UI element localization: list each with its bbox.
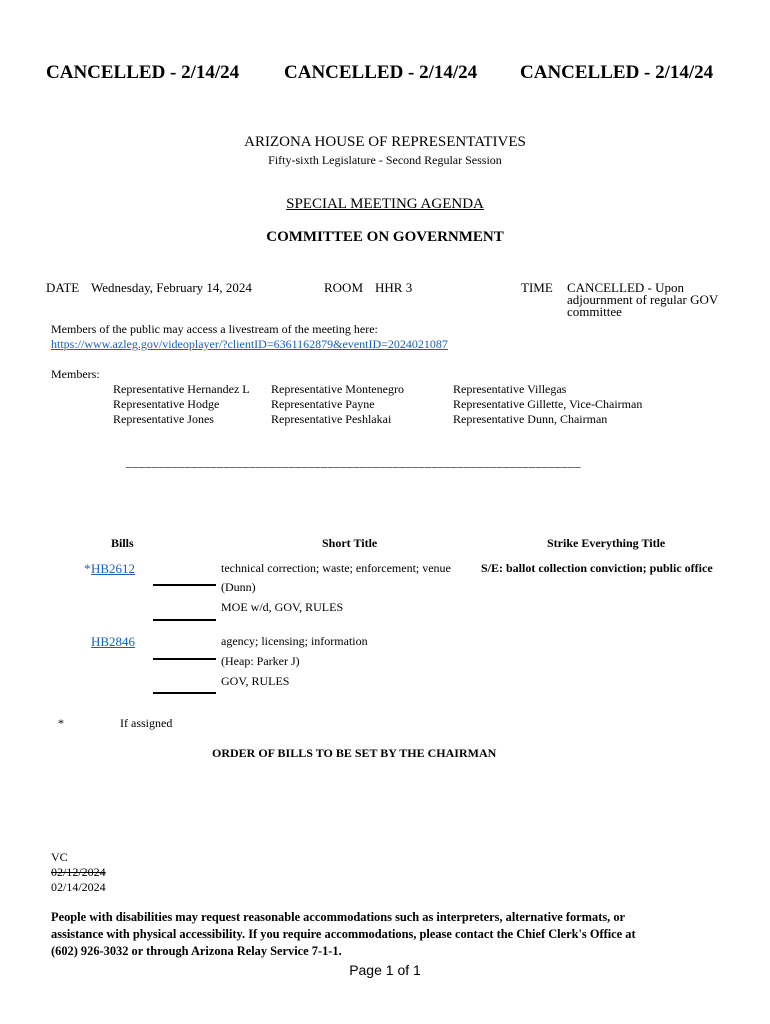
member-villegas: Representative Villegas xyxy=(453,382,567,396)
agenda-title: SPECIAL MEETING AGENDA xyxy=(286,196,484,212)
page-number: Page 1 of 1 xyxy=(349,962,421,978)
bill-se-title: S/E: ballot collection conviction; public office xyxy=(481,561,713,575)
room-value: HHR 3 xyxy=(375,280,413,295)
member-dunn: Representative Dunn, Chairman xyxy=(453,412,608,426)
bill-rule xyxy=(153,619,216,621)
cancelled-banner-3: CANCELLED - 2/14/24 xyxy=(520,62,714,83)
bill-rule xyxy=(153,584,216,586)
member-payne: Representative Payne xyxy=(271,397,375,411)
bill-rule xyxy=(153,658,216,660)
revision-new-date: 02/14/2024 xyxy=(51,880,106,894)
member-hernandez: Representative Hernandez L xyxy=(113,382,250,396)
bill-committees: MOE w/d, GOV, RULES xyxy=(221,600,344,614)
bill-link-hb2846[interactable]: HB2846 xyxy=(91,634,136,649)
livestream-text: Members of the public may access a livestream of the meeting here: xyxy=(51,322,378,336)
bill-sponsor: (Heap: Parker J) xyxy=(221,654,300,668)
date-label: DATE xyxy=(46,280,80,295)
committee-title: COMMITTEE ON GOVERNMENT xyxy=(266,229,504,245)
short-title-header: Short Title xyxy=(322,536,378,550)
time-value-line3: committee xyxy=(567,304,622,319)
bill-short-title: agency; licensing; information xyxy=(221,634,368,648)
se-title-header: Strike Everything Title xyxy=(547,536,666,550)
footnote-mark: * xyxy=(58,716,64,730)
bill-asterisk: * xyxy=(84,561,91,576)
house-title: ARIZONA HOUSE OF REPRESENTATIVES xyxy=(244,134,526,150)
room-label: ROOM xyxy=(324,280,364,295)
revision-initials: VC xyxy=(51,850,68,864)
accessibility-notice-line2: assistance with physical accessibility. If you require accommodations, please contact the Chief Clerk's Office at xyxy=(51,927,636,941)
cancelled-banner-1: CANCELLED - 2/14/24 xyxy=(46,62,240,83)
member-gillette: Representative Gillette, Vice-Chairman xyxy=(453,397,643,411)
section-divider: ______________________________________________________________________ xyxy=(126,455,581,469)
order-notice: ORDER OF BILLS TO BE SET BY THE CHAIRMAN xyxy=(212,746,497,760)
member-jones: Representative Jones xyxy=(113,412,214,426)
session-subtitle: Fifty-sixth Legislature - Second Regular Session xyxy=(268,153,502,167)
time-value-line1: CANCELLED - Upon xyxy=(567,280,684,295)
bill-short-title: technical correction; waste; enforcement; venue xyxy=(221,561,451,575)
revision-old-date: 02/12/2024 xyxy=(51,865,106,879)
bill-rule xyxy=(153,692,216,694)
date-value: Wednesday, February 14, 2024 xyxy=(91,280,252,295)
member-montenegro: Representative Montenegro xyxy=(271,382,404,396)
bills-header: Bills xyxy=(111,536,134,550)
bill-link-hb2612[interactable]: HB2612 xyxy=(91,561,136,576)
accessibility-notice-line3: (602) 926-3032 or through Arizona Relay Service 7-1-1. xyxy=(51,944,342,958)
cancelled-banner-2: CANCELLED - 2/14/24 xyxy=(284,62,478,83)
member-peshlakai: Representative Peshlakai xyxy=(271,412,392,426)
bill-sponsor: (Dunn) xyxy=(221,580,256,594)
livestream-link[interactable]: https://www.azleg.gov/videoplayer/?clientID=6361162879&eventID=2024021087 xyxy=(51,337,448,351)
time-label: TIME xyxy=(521,280,553,295)
bill-committees: GOV, RULES xyxy=(221,674,290,688)
footnote-text: If assigned xyxy=(120,716,173,730)
members-label: Members: xyxy=(51,367,100,381)
time-value-line2: adjournment of regular GOV xyxy=(567,292,719,307)
accessibility-notice-line1: People with disabilities may request reasonable accommodations such as interpreters, alternative formats, or xyxy=(51,910,626,924)
member-hodge: Representative Hodge xyxy=(113,397,220,411)
